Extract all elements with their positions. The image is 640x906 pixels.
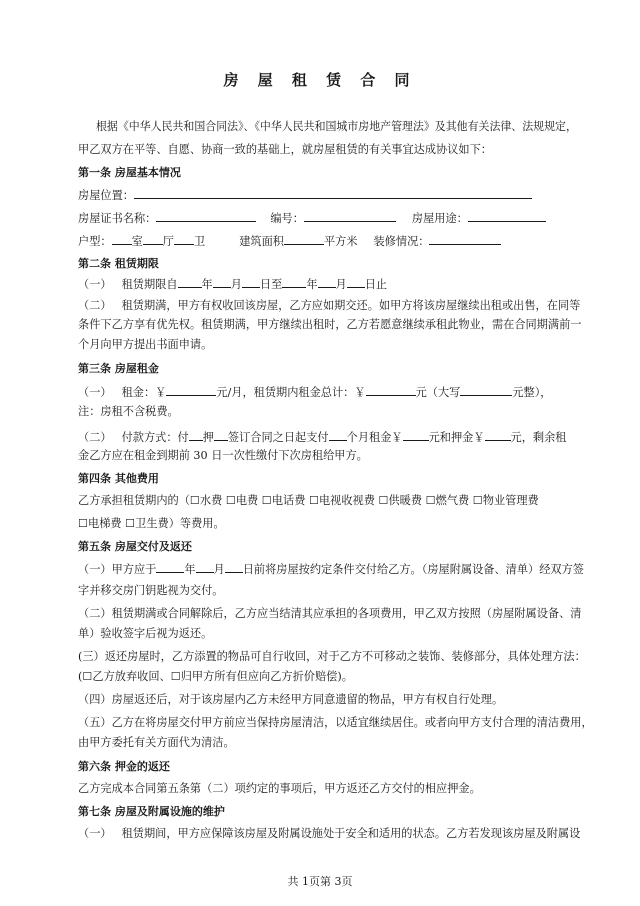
- clause-number: （一）: [78, 827, 112, 840]
- cleaning-line-1: （五）乙方在将房屋交付甲方前应当保持房屋清洁，以适宜继续居住。或者向甲方支付合理的清洁费用，: [78, 716, 593, 729]
- payment-method-line-2: 金乙方应在租金到期前 30 日一次性缴付下次房租给甲方。: [78, 449, 368, 462]
- monthly-rent-blank[interactable]: [166, 384, 216, 396]
- lease-expiry-line-1: [78, 299, 598, 313]
- return-line-2: 单）验收签字后视为返还。: [78, 627, 213, 640]
- day-end-text: 日止: [364, 278, 388, 291]
- certificate-label: 房屋证书名称：: [78, 212, 157, 225]
- fixtures-line-2: (☐乙方放弃收回、☐归甲方所有但应向乙方折价赔偿)。: [78, 670, 353, 683]
- intro-line-2: 甲乙双方在平等、自愿、协商一致的基础上，就房屋租赁的有关事宜达成协议如下：: [78, 143, 492, 156]
- article-1-heading: 第一条 房屋基本情况: [78, 166, 181, 179]
- type-label: 户型：: [78, 235, 112, 248]
- house-type-row: [78, 233, 598, 249]
- upper-amount-blank[interactable]: [460, 384, 512, 396]
- lease-term-row: [78, 276, 598, 292]
- month-text: 月: [213, 563, 225, 576]
- clause-number: （一）: [78, 386, 112, 399]
- article-5-heading: 第五条 房屋交付及返还: [78, 540, 192, 553]
- bath-text: 卫: [193, 235, 206, 248]
- left-items-line: （四）房屋返还后，对于该房屋内乙方未经甲方同意遗留的物品，甲方有权自行处理。: [78, 693, 504, 706]
- area-blank[interactable]: [284, 233, 324, 245]
- return-line-1: （二）租赁期满或合同解除后，乙方应当结清其应承担的各项费用，甲乙双方按照（房屋附属设备、清: [78, 607, 582, 620]
- start-month-blank[interactable]: [213, 276, 231, 288]
- clause-number: （二）: [78, 299, 112, 312]
- year-text: 年: [184, 563, 196, 576]
- clause-number: （二）: [78, 431, 112, 444]
- area-unit: 平方米: [323, 235, 358, 248]
- pay-months-blank[interactable]: [189, 429, 203, 441]
- end-day-blank[interactable]: [347, 276, 365, 288]
- hall-blank[interactable]: [143, 233, 163, 245]
- rent-amount-row: [78, 384, 598, 400]
- maintenance-line-1: [78, 827, 598, 841]
- hall-text: 厅: [162, 235, 174, 248]
- delivery-line-2: 字并移交房门钥匙视为交付。: [78, 584, 224, 597]
- start-year-blank[interactable]: [178, 276, 202, 288]
- clause-text: 租赁期满，甲方有权收回该房屋，乙方应如期交还。如甲方将该房屋继续出租或出售，在同等: [121, 299, 581, 312]
- year-text: 年: [306, 278, 318, 291]
- certificate-blank[interactable]: [156, 210, 256, 222]
- payment-method-row: [78, 429, 598, 445]
- month-text: 月: [335, 278, 347, 291]
- bath-blank[interactable]: [174, 233, 194, 245]
- decoration-label: 装修情况：: [373, 235, 430, 248]
- intro-line-1: 根据《中华人民共和国合同法》、《中华人民共和国城市房地产管理法》及其他有关法律、法规规定，: [96, 120, 577, 133]
- start-day-blank[interactable]: [242, 276, 260, 288]
- month-text: 月: [230, 278, 242, 291]
- rent-note: 注：房租不含税费。: [78, 405, 179, 418]
- clause-number: （一）: [78, 278, 112, 291]
- pay-text: 个月租金￥: [346, 431, 403, 444]
- pay-text: 签订合同之日起支付: [227, 431, 329, 444]
- delivery-month-blank[interactable]: [196, 561, 214, 573]
- pay-text: 付款方式：付: [121, 431, 189, 444]
- number-blank[interactable]: [304, 210, 396, 222]
- room-blank[interactable]: [112, 233, 132, 245]
- use-label: 房屋用途：: [411, 212, 468, 225]
- pay-text: 元和押金￥: [428, 431, 485, 444]
- delivery-year-blank[interactable]: [156, 561, 184, 573]
- document-title: 房 屋 租 赁 合 同: [223, 71, 417, 89]
- use-blank[interactable]: [468, 210, 546, 222]
- delivery-day-blank[interactable]: [225, 561, 243, 573]
- page-footer: 共 1页第 3页: [287, 875, 353, 888]
- first-months-blank[interactable]: [329, 429, 347, 441]
- upper-close: 元整），: [512, 386, 552, 399]
- article-7-heading: 第七条 房屋及附属设施的维护: [78, 805, 225, 818]
- lease-expiry-line-3: 个月向甲方提出书面申请。: [78, 338, 213, 351]
- lease-expiry-line-2: 条件下乙方享有优先权。租赁期满，甲方继续出租时，乙方若愿意继续承租此物业，需在合同期满前一: [78, 318, 582, 331]
- house-location-label: 房屋位置：: [78, 189, 134, 202]
- house-location-row: [78, 187, 598, 203]
- end-month-blank[interactable]: [318, 276, 336, 288]
- deposit-text: 押: [202, 431, 214, 444]
- total-rent-blank[interactable]: [366, 384, 416, 396]
- article-6-heading: 第六条 押金的返还: [78, 760, 170, 773]
- cleaning-line-2: 由甲方委托有关方面代为清洁。: [78, 736, 235, 749]
- other-fees-line-2: ☐电梯费 ☐卫生费）等费用。: [78, 517, 225, 530]
- pay-text: 元，剩余租: [510, 431, 567, 444]
- article-4-heading: 第四条 其他费用: [78, 472, 159, 485]
- article-2-heading: 第二条 租赁期限: [78, 257, 159, 270]
- first-rent-blank[interactable]: [403, 429, 429, 441]
- room-text: 室: [131, 235, 143, 248]
- end-year-blank[interactable]: [282, 276, 306, 288]
- day-to-text: 日至: [259, 278, 283, 291]
- year-text: 年: [201, 278, 213, 291]
- delivery-row: [78, 561, 598, 577]
- other-fees-line-1: 乙方承担租赁期内的（☐水费 ☐电费 ☐电话费 ☐电视收视费 ☐供暖费 ☐燃气费 ☐物业管理费: [78, 494, 539, 507]
- fixtures-line-1: (三）返还房屋时，乙方添置的物品可自行收回，对于乙方不可移动之装饰、装修部分，具体处理方法：: [78, 650, 586, 663]
- area-label: 建筑面积: [239, 235, 284, 248]
- decoration-blank[interactable]: [429, 233, 501, 245]
- delivery-text: 日前将房屋按约定条件交付给乙方。（房屋附属设备、清单）经双方签: [242, 563, 584, 576]
- deposit-months-blank[interactable]: [214, 429, 228, 441]
- house-location-blank[interactable]: [134, 187, 532, 199]
- rent-unit: 元/月，租赁期内租金总计：￥: [216, 386, 366, 399]
- lease-term-from: 租赁期限自: [121, 278, 178, 291]
- delivery-text: （一）甲方应于: [78, 563, 157, 576]
- deposit-return-line: 乙方完成本合同第五条第（二）项约定的事项后，甲方返还乙方交付的相应押金。: [78, 782, 481, 795]
- article-3-heading: 第三条 房屋租金: [78, 362, 159, 375]
- upper-label: 元（大写: [415, 386, 461, 399]
- house-certificate-row: [78, 210, 598, 226]
- rent-label: 租金：￥: [121, 386, 167, 399]
- deposit-amount-blank[interactable]: [485, 429, 511, 441]
- number-label: 编号：: [270, 212, 304, 225]
- clause-text: 租赁期间，甲方应保障该房屋及附属设施处于安全和适用的状态。乙方若发现该房屋及附属设: [121, 827, 581, 840]
